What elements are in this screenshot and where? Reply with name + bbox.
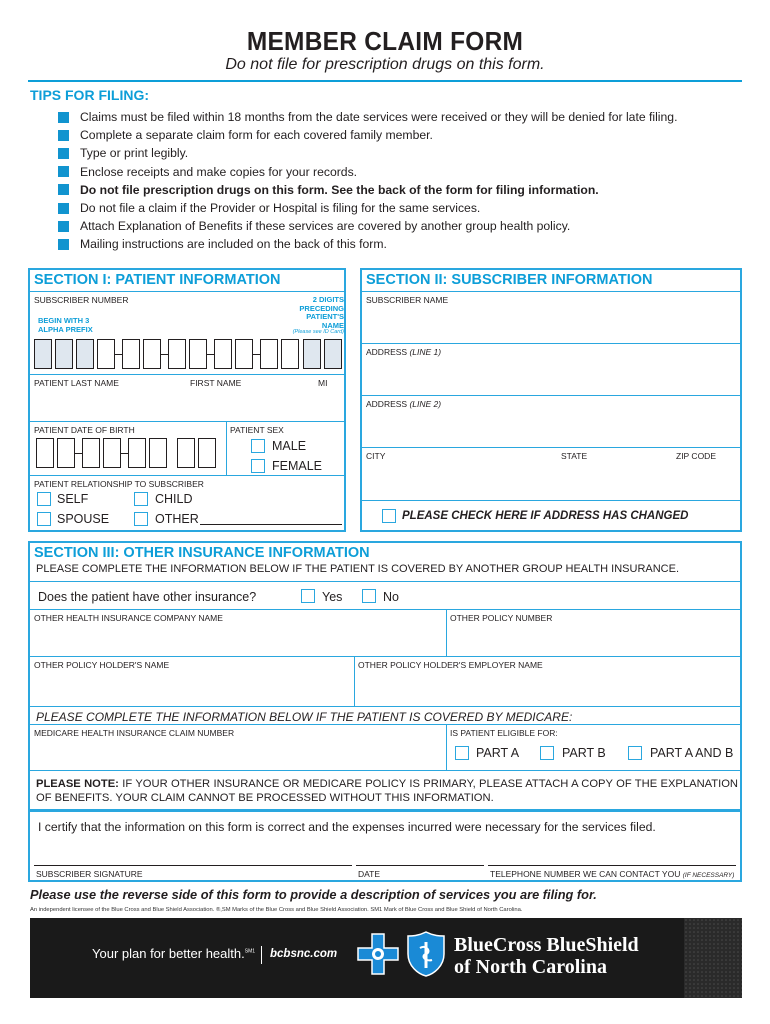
tips-list [58, 108, 677, 254]
relationship-label: PATIENT RELATIONSHIP TO SUBSCRIBER [34, 479, 204, 489]
separator-dash [75, 453, 82, 454]
tip-item: Mailing instructions are included on the back of this form. [58, 235, 677, 253]
digits-preceding-note: 2 DIGITS PRECEDING PATIENT'S NAME [299, 295, 344, 330]
blue-shield-logo-icon [406, 930, 446, 978]
divider [446, 724, 447, 770]
policy-number-field[interactable] [450, 624, 736, 654]
bullet-square-icon [58, 166, 69, 177]
subscriber-digit-box[interactable] [281, 339, 299, 369]
tip-item: Type or print legibly. [58, 144, 677, 162]
patient-sex-label: PATIENT SEX [230, 425, 284, 435]
separator-dash [115, 354, 122, 355]
subscriber-digit-box[interactable] [122, 339, 140, 369]
male-checkbox[interactable] [251, 439, 265, 453]
part-b-checkbox[interactable] [540, 746, 554, 760]
subscriber-digit-box[interactable] [235, 339, 253, 369]
subscriber-digit-box[interactable] [97, 339, 115, 369]
medicare-claim-label: MEDICARE HEALTH INSURANCE CLAIM NUMBER [34, 728, 235, 738]
subscriber-digit-box[interactable] [260, 339, 278, 369]
section-2-heading: SECTION II: SUBSCRIBER INFORMATION [366, 272, 653, 288]
child-label: CHILD [155, 492, 193, 506]
tip-item: Do not file a claim if the Provider or Hospital is filing for the same services. [58, 199, 677, 217]
divider [30, 475, 344, 476]
date-line[interactable] [356, 865, 484, 866]
other-relationship-line[interactable] [200, 524, 342, 525]
subscriber-number-label: SUBSCRIBER NUMBER [34, 295, 129, 305]
dob-digit-box[interactable] [128, 438, 146, 468]
self-label: SELF [57, 492, 89, 506]
separator-dash [161, 354, 168, 355]
dob-digit-box[interactable] [103, 438, 121, 468]
header-rule [28, 80, 742, 82]
date-label: DATE [358, 869, 381, 879]
footer-banner [30, 918, 742, 998]
phone-label: TELEPHONE NUMBER WE CAN CONTACT YOU (IF NECESSARY) [490, 869, 735, 879]
section-3-heading: SECTION III: OTHER INSURANCE INFORMATION [34, 545, 370, 561]
divider [30, 421, 344, 422]
female-label: FEMALE [272, 459, 323, 473]
divider [30, 656, 740, 657]
tagline: Your plan for better health.$^{SM1}$ [92, 946, 256, 961]
other-checkbox[interactable] [134, 512, 148, 526]
holder-name-label: OTHER POLICY HOLDER'S NAME [34, 660, 170, 670]
section-1-heading: SECTION I: PATIENT INFORMATION [34, 272, 281, 288]
company-label: OTHER HEALTH INSURANCE COMPANY NAME [34, 613, 223, 623]
part-b-label: PART B [562, 746, 606, 760]
pattern-texture [684, 918, 742, 998]
holder-name-field[interactable] [34, 671, 350, 703]
address-line-2-label: ADDRESS (LINE 2) [366, 399, 442, 409]
no-checkbox[interactable] [362, 589, 376, 603]
brand-name: BlueCross BlueShield of North Carolina [454, 934, 639, 978]
spouse-label: SPOUSE [57, 512, 110, 526]
patient-name-field[interactable] [34, 390, 340, 418]
dob-digit-box[interactable] [177, 438, 195, 468]
state-label: STATE [561, 451, 588, 461]
dob-digit-box[interactable] [149, 438, 167, 468]
other-insurance-instruction: PLEASE COMPLETE THE INFORMATION BELOW IF THE PATIENT IS COVERED BY ANOTHER GROUP HEALTH INSURANCE. [36, 563, 680, 575]
spouse-checkbox[interactable] [37, 512, 51, 526]
address-changed-checkbox[interactable] [382, 509, 396, 523]
address-line-1-label: ADDRESS (LINE 1) [366, 347, 442, 357]
divider [30, 581, 740, 582]
policy-number-label: OTHER POLICY NUMBER [450, 613, 553, 623]
separator-dash [207, 354, 214, 355]
separator-dash [121, 453, 128, 454]
form-title: MEMBER CLAIM FORM [246, 26, 524, 56]
bullet-square-icon [58, 221, 69, 232]
id-card-note: (Please see ID Card) [292, 329, 344, 335]
zip-label: ZIP CODE [676, 451, 716, 461]
patient-suffix-box[interactable] [324, 339, 342, 369]
blue-cross-logo-icon [356, 932, 400, 976]
tips-heading: TIPS FOR FILING: [30, 87, 149, 103]
part-a-and-b-label: PART A AND B [650, 746, 734, 760]
divider [362, 395, 740, 396]
patient-last-name-label: PATIENT LAST NAME [34, 378, 119, 388]
reverse-side-note: Please use the reverse side of this form to provide a description of services you are filing for. [30, 887, 597, 902]
city-state-zip-field[interactable] [366, 462, 736, 498]
self-checkbox[interactable] [37, 492, 51, 506]
phone-line[interactable] [488, 865, 736, 866]
address-line-1-field[interactable] [366, 358, 736, 394]
dob-digit-box[interactable] [36, 438, 54, 468]
bullet-square-icon [58, 184, 69, 195]
tip-item: Claims must be filed within 18 months from the date services were received or they will be denied for late filing. [58, 108, 677, 126]
female-checkbox[interactable] [251, 459, 265, 473]
divider [362, 291, 740, 292]
part-a-and-b-checkbox[interactable] [628, 746, 642, 760]
divider [362, 343, 740, 344]
address-changed-label: PLEASE CHECK HERE IF ADDRESS HAS CHANGED [402, 510, 689, 522]
company-field[interactable] [34, 624, 442, 654]
dob-digit-box[interactable] [57, 438, 75, 468]
please-note: PLEASE NOTE: IF YOUR OTHER INSURANCE OR MEDICARE POLICY IS PRIMARY, PLEASE ATTACH A COPY OF THE EXPLANATION OF BENEFITS. YOUR CLAIM CANNOT BE PROCESSED WITHOUT THIS INFORMATION. [36, 778, 738, 804]
subscriber-name-label: SUBSCRIBER NAME [366, 295, 449, 305]
male-label: MALE [272, 439, 307, 453]
subscriber-digit-box[interactable] [189, 339, 207, 369]
subscriber-digit-box[interactable] [168, 339, 186, 369]
tip-item: Do not file prescription drugs on this form. See the back of the form for filing information. [58, 181, 677, 199]
bullet-square-icon [58, 130, 69, 141]
medicare-claim-field[interactable] [34, 740, 442, 768]
divider [30, 770, 740, 771]
subscriber-prefix-box[interactable] [76, 339, 94, 369]
part-a-label: PART A [476, 746, 520, 760]
yes-label: Yes [322, 590, 343, 604]
signature-line[interactable] [34, 865, 352, 866]
divider [446, 609, 447, 656]
eligible-label: IS PATIENT ELIGIBLE FOR: [450, 728, 558, 738]
tip-item: Complete a separate claim form for each covered family member. [58, 126, 677, 144]
patient-suffix-box[interactable] [303, 339, 321, 369]
subscriber-name-field[interactable] [366, 306, 736, 342]
subscriber-digit-box[interactable] [214, 339, 232, 369]
signature-label: SUBSCRIBER SIGNATURE [36, 869, 143, 879]
first-name-label: FIRST NAME [190, 378, 242, 388]
divider [354, 656, 355, 706]
yes-checkbox[interactable] [301, 589, 315, 603]
divider [362, 500, 740, 501]
divider [30, 706, 740, 707]
tip-item: Enclose receipts and make copies for your records. [58, 163, 677, 181]
mi-label: MI [318, 378, 328, 388]
no-label: No [383, 590, 399, 604]
other-insurance-question: Does the patient have other insurance? [38, 590, 257, 604]
dob-digit-box[interactable] [198, 438, 216, 468]
holder-employer-label: OTHER POLICY HOLDER'S EMPLOYER NAME [358, 660, 543, 670]
tip-item: Attach Explanation of Benefits if these services are covered by another group health policy. [58, 217, 677, 235]
child-checkbox[interactable] [134, 492, 148, 506]
website-link[interactable]: bcbsnc.com [270, 948, 338, 960]
divider [30, 291, 344, 292]
bullet-square-icon [58, 112, 69, 123]
other-label: OTHER [155, 512, 199, 526]
begin-alpha-note: BEGIN WITH 3 ALPHA PREFIX [38, 316, 93, 334]
subscriber-digit-box[interactable] [143, 339, 161, 369]
form-subtitle: Do not file for prescription drugs on this form. [225, 56, 545, 73]
medicare-instruction: PLEASE COMPLETE THE INFORMATION BELOW IF THE PATIENT IS COVERED BY MEDICARE: [36, 710, 573, 724]
bullet-square-icon [58, 239, 69, 250]
divider [30, 609, 740, 610]
divider [30, 374, 344, 375]
certify-statement: I certify that the information on this form is correct and the expenses incurred were necessary for the services filed. [38, 820, 656, 834]
divider [362, 447, 740, 448]
dob-digit-box[interactable] [82, 438, 100, 468]
part-a-checkbox[interactable] [455, 746, 469, 760]
licensee-caption: An independent licensee of the Blue Cross and Blue Shield Association. ®,SM Marks of the Blue Cross and Blue Shield Association. SM1 Mark of Blue Cross and Blue Shield of North Carolina. [30, 907, 523, 913]
bullet-square-icon [58, 203, 69, 214]
bullet-square-icon [58, 148, 69, 159]
holder-employer-field[interactable] [358, 671, 736, 703]
address-line-2-field[interactable] [366, 410, 736, 446]
subscriber-prefix-box[interactable] [34, 339, 52, 369]
divider [30, 724, 740, 725]
footer-divider [261, 946, 262, 964]
dob-label: PATIENT DATE OF BIRTH [34, 425, 135, 435]
separator-dash [253, 354, 260, 355]
divider [226, 421, 227, 475]
city-label: CITY [366, 451, 386, 461]
subscriber-prefix-box[interactable] [55, 339, 73, 369]
